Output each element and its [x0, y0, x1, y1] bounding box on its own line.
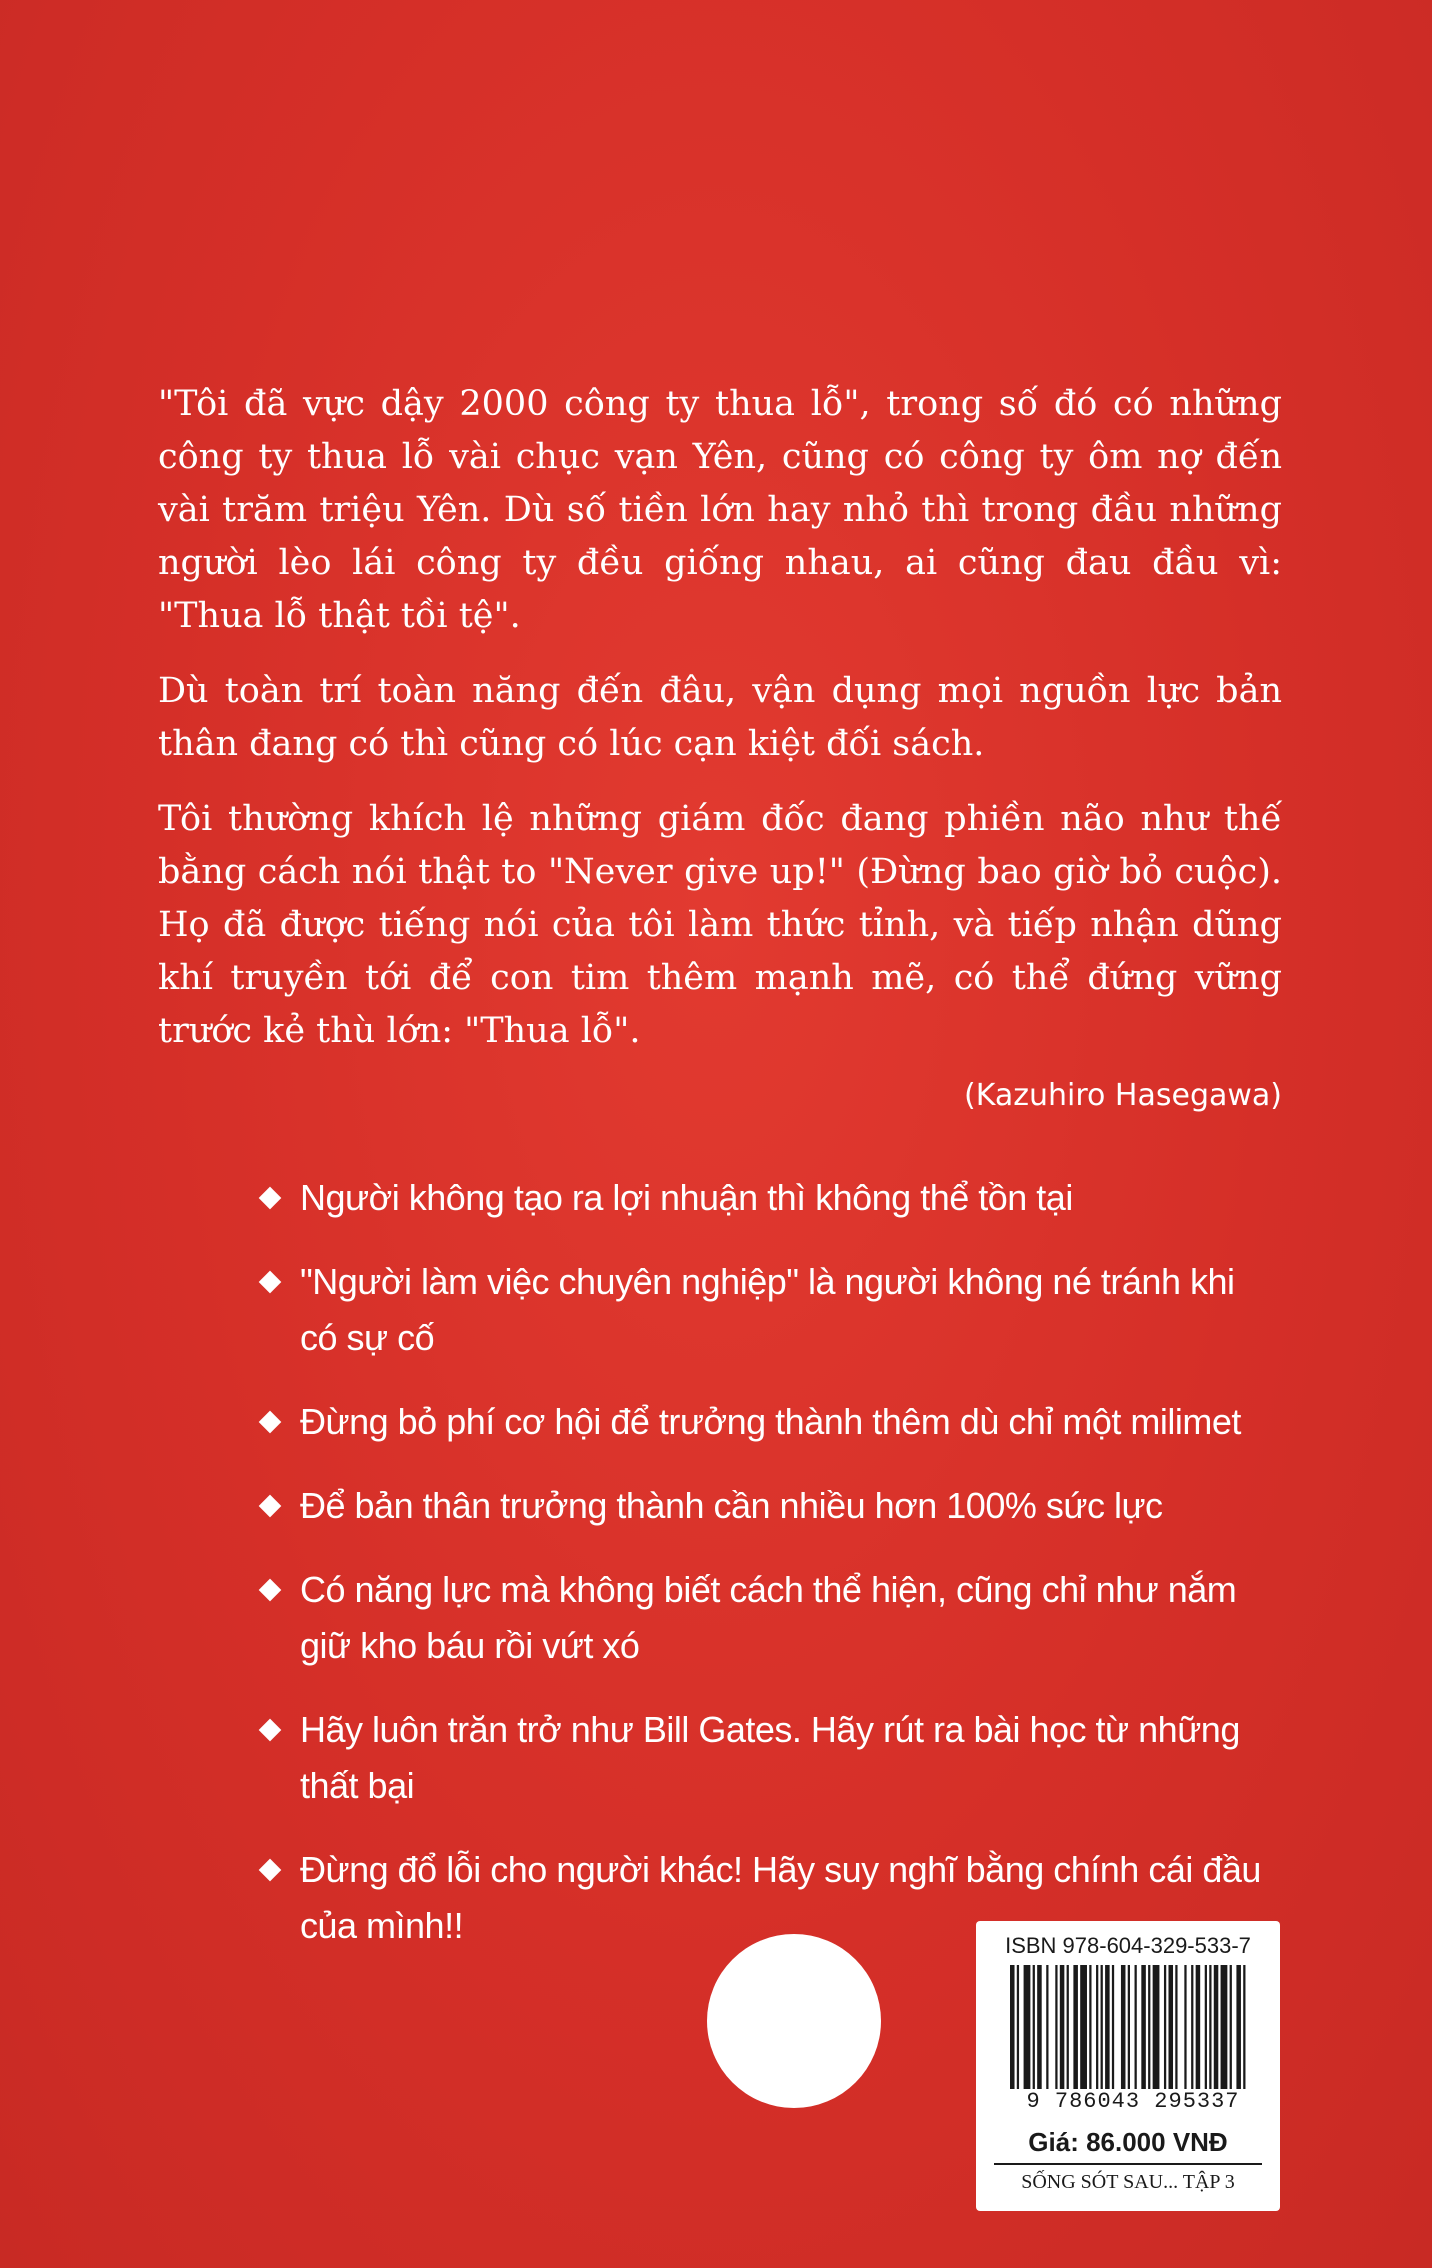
barcode-stripe — [1141, 1965, 1146, 2089]
barcode-stripe — [1073, 1965, 1078, 2089]
barcode-stripe — [1067, 1965, 1069, 2089]
barcode-stripe — [1096, 1965, 1098, 2089]
divider — [994, 2163, 1262, 2165]
barcode-stripe — [1209, 1965, 1211, 2089]
barcode-stripe — [1024, 1965, 1031, 2089]
quote-paragraph-2: Dù toàn trí toàn năng đến đâu, vận dụng mọi nguồn lực bản thân đang có thì cũng có lúc cạn kiệt đối sách. — [158, 671, 1282, 764]
barcode-stripe — [1214, 1965, 1219, 2089]
barcode-stripe — [1033, 1965, 1035, 2089]
publisher-seal-circle — [707, 1934, 881, 2108]
barcode-digits: 9 786043 295337 — [1026, 2089, 1240, 2114]
diamond-bullet-icon — [259, 1271, 282, 1294]
bullet-list — [258, 1170, 1268, 1982]
diamond-bullet-icon — [259, 1579, 282, 1602]
price-text: Giá: 86.000 VNĐ — [1028, 2127, 1228, 2157]
series-title: SỐNG SÓT SAU... TẬP 3 — [1021, 2171, 1235, 2193]
barcode-icon — [1010, 1965, 1250, 2089]
bullet-item — [258, 1702, 1268, 1814]
barcode-stripe — [1175, 1965, 1177, 2089]
barcode-stripe — [1168, 1965, 1173, 2089]
quote-paragraph-1: "Tôi đã vực dậy 2000 công ty thua lỗ", trong số đó có những công ty thua lỗ vài chục vạn Yên, cũng có công ty ôm nợ đến vài trăm triệu Yên. Dù số tiền lớn hay nhỏ thì trong đầu những người lèo lái công ty đều giống nhau, ai cũng đau đầu vì: "Thua lỗ thật tồi tệ". — [158, 384, 1282, 636]
bullet-text: Đừng đổ lỗi cho người khác! Hãy suy nghĩ bằng chính cái đầu của mình!! — [300, 1849, 1261, 1946]
bullet-text: Hãy luôn trăn trở như Bill Gates. Hãy rút ra bài học từ những thất bại — [300, 1709, 1240, 1806]
barcode-stripe — [1221, 1965, 1228, 2089]
barcode-stripe — [1191, 1965, 1193, 2089]
quote-block — [158, 378, 1282, 1120]
barcode-stripe — [1148, 1965, 1150, 2089]
barcode-stripe — [1089, 1965, 1091, 2089]
barcode-stripe — [1055, 1965, 1057, 2089]
barcode-stripe — [1101, 1965, 1103, 2089]
bullet-item — [258, 1170, 1268, 1226]
barcode-stripe — [1153, 1965, 1160, 2089]
barcode-stripe — [1046, 1965, 1048, 2089]
diamond-bullet-icon — [259, 1859, 282, 1882]
barcode-stripe — [1205, 1965, 1207, 2089]
bullet-item — [258, 1254, 1268, 1366]
bullet-text: Người không tạo ra lợi nhuận thì không thể tồn tại — [300, 1177, 1073, 1218]
bullet-item — [258, 1394, 1268, 1450]
diamond-bullet-icon — [259, 1495, 282, 1518]
barcode-stripe — [1112, 1965, 1114, 2089]
quote-paragraph-3: Tôi thường khích lệ những giám đốc đang phiền não như thế bằng cách nói thật to "Never give up!" (Đừng bao giờ bỏ cuộc). Họ đã được tiếng nói của tôi làm thức tỉnh, và tiếp nhận dũng khí truyền tới để con tim thêm mạnh mẽ, có thể đứng vững trước kẻ thù lớn: "Thua lỗ". — [158, 799, 1282, 1051]
barcode-stripe — [1164, 1965, 1166, 2089]
barcode-stripe — [1037, 1965, 1042, 2089]
barcode-stripe — [1105, 1965, 1110, 2089]
bullet-item — [258, 1478, 1268, 1534]
isbn-text: ISBN 978-604-329-533-7 — [1005, 1933, 1251, 1958]
barcode-label — [976, 1921, 1280, 2211]
barcode-stripe — [1017, 1965, 1019, 2089]
barcode-stripe — [1236, 1965, 1241, 2089]
barcode-stripe — [1010, 1965, 1015, 2089]
barcode-stripe — [1080, 1965, 1087, 2089]
barcode-stripe — [1135, 1965, 1137, 2089]
quote-author: (Kazuhiro Hasegawa) — [964, 1078, 1282, 1113]
barcode-stripe — [1184, 1965, 1186, 2089]
bullet-text: Có năng lực mà không biết cách thể hiện, cũng chỉ như nắm giữ kho báu rồi vứt xó — [300, 1569, 1237, 1666]
barcode-stripe — [1128, 1965, 1130, 2089]
bullet-text: Để bản thân trưởng thành cần nhiều hơn 100% sức lực — [300, 1485, 1163, 1526]
diamond-bullet-icon — [259, 1719, 282, 1742]
barcode-stripe — [1196, 1965, 1201, 2089]
bullet-text: "Người làm việc chuyên nghiệp" là người không né tránh khi có sự cố — [300, 1261, 1235, 1358]
diamond-bullet-icon — [259, 1187, 282, 1210]
barcode-stripe — [1243, 1965, 1245, 2089]
barcode-stripe — [1121, 1965, 1126, 2089]
bullet-item — [258, 1562, 1268, 1674]
bullet-text: Đừng bỏ phí cơ hội để trưởng thành thêm dù chỉ một milimet — [300, 1401, 1241, 1442]
barcode-stripe — [1060, 1965, 1065, 2089]
barcode-stripe — [1230, 1965, 1232, 2089]
diamond-bullet-icon — [259, 1411, 282, 1434]
